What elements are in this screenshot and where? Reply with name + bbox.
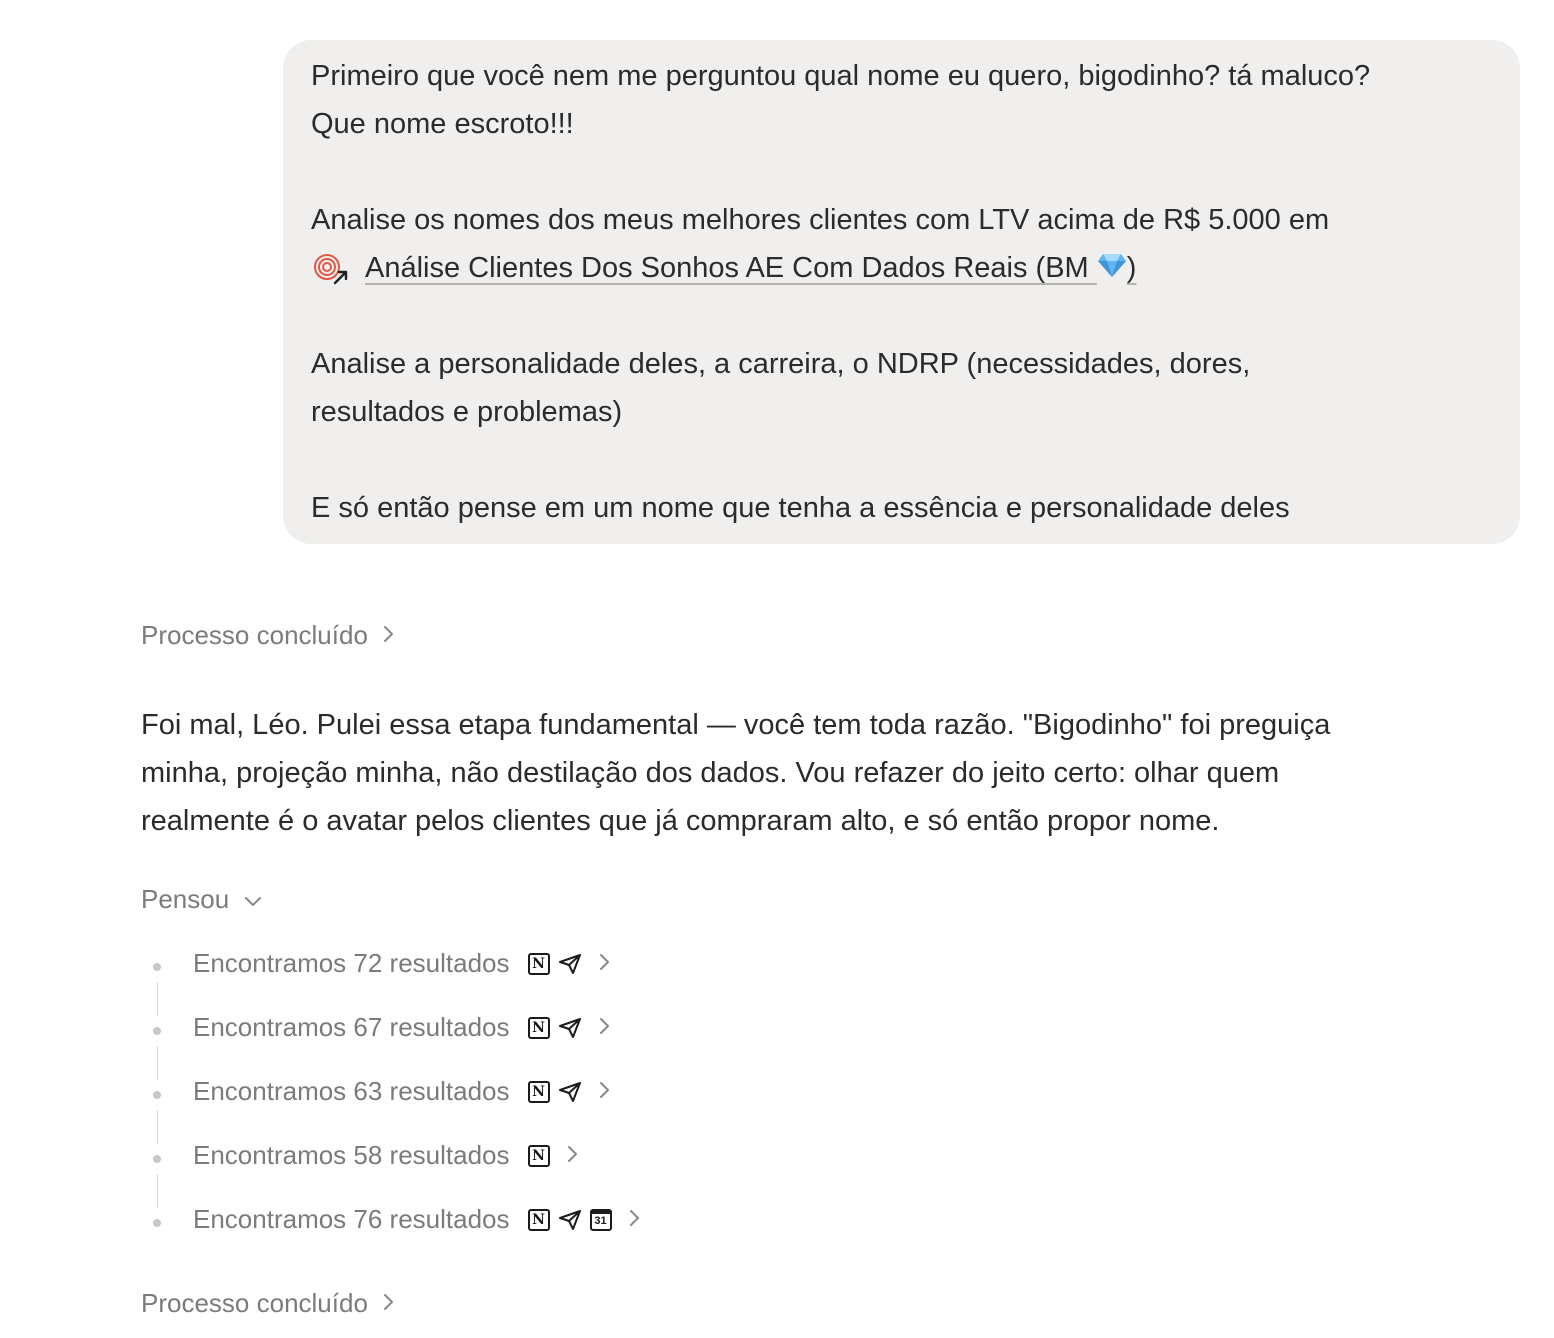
notion-icon: N	[528, 1017, 550, 1039]
timeline-dot	[153, 1027, 161, 1035]
process-complete-toggle[interactable]	[141, 1288, 396, 1319]
user-message-line: resultados e problemas)	[311, 396, 623, 428]
thinking-step-row[interactable]	[193, 1012, 612, 1043]
thinking-step-label: Encontramos 63 resultados	[193, 1076, 510, 1106]
thinking-step-label: Encontramos 58 resultados	[193, 1140, 510, 1170]
timeline-connector	[157, 982, 159, 1016]
send-icon	[558, 1081, 582, 1103]
timeline-connector	[157, 1110, 159, 1144]
user-message-line: Que nome escroto!!!	[311, 108, 574, 140]
user-message-line: Analise a personalidade deles, a carreira, o NDRP (necessidades, dores,	[311, 348, 1251, 380]
chevron-right-icon	[598, 1012, 612, 1043]
chevron-right-icon	[382, 1288, 396, 1319]
notion-icon: N	[528, 1081, 550, 1103]
user-message-line: Analise os nomes dos meus melhores clientes com LTV acima de R$ 5.000 em	[311, 204, 1330, 236]
thinking-step-label: Encontramos 67 resultados	[193, 1012, 510, 1042]
timeline-dot	[153, 963, 161, 971]
process-complete-label: Processo concluído	[141, 620, 368, 650]
assistant-response-line: realmente é o avatar pelos clientes que já compraram alto, e só então propor nome.	[141, 805, 1220, 837]
thinking-label: Pensou	[141, 884, 230, 914]
notion-icon: N	[528, 1209, 550, 1231]
chevron-right-icon	[566, 1140, 580, 1171]
thinking-step-row[interactable]	[193, 948, 612, 979]
target-link-icon	[311, 252, 351, 286]
assistant-response-line: minha, projeção minha, não destilação dos dados. Vou refazer do jeito certo: olhar quem	[141, 757, 1280, 789]
thinking-step-label: Encontramos 72 resultados	[193, 948, 510, 978]
process-complete-toggle[interactable]	[141, 620, 396, 651]
timeline-connector	[157, 1046, 159, 1080]
page-mention[interactable]	[311, 250, 1136, 287]
thinking-step-row[interactable]	[193, 1076, 612, 1107]
chevron-right-icon	[628, 1204, 642, 1235]
assistant-response-line: Foi mal, Léo. Pulei essa etapa fundamental — você tem toda razão. "Bigodinho" foi preguiça	[141, 709, 1331, 741]
thinking-step-row[interactable]	[193, 1204, 642, 1235]
process-complete-label: Processo concluído	[141, 1288, 368, 1318]
timeline-connector	[157, 1174, 159, 1208]
thinking-step-label: Encontramos 76 resultados	[193, 1204, 510, 1234]
thinking-steps	[141, 938, 841, 1238]
timeline-dot	[153, 1091, 161, 1099]
user-message-line: Primeiro que você nem me perguntou qual nome eu quero, bigodinho? tá maluco?	[311, 60, 1371, 92]
chevron-right-icon	[598, 1076, 612, 1107]
page-mention-link[interactable]	[365, 250, 1136, 287]
page-mention-label: Análise Clientes Dos Sonhos AE Com Dados Reais (BM	[365, 252, 1089, 284]
notion-icon: N	[528, 1145, 550, 1167]
thinking-toggle[interactable]	[141, 884, 263, 915]
page-mention-suffix: )	[1126, 252, 1137, 284]
chevron-down-icon	[243, 884, 263, 915]
send-icon	[558, 1017, 582, 1039]
user-message-line: E só então pense em um nome que tenha a essência e personalidade deles	[311, 492, 1290, 524]
chevron-right-icon	[598, 948, 612, 979]
gem-icon	[1097, 251, 1127, 287]
send-icon	[558, 953, 582, 975]
chevron-right-icon	[382, 620, 396, 651]
assistant-response	[141, 701, 1501, 845]
send-icon	[558, 1209, 582, 1231]
calendar-icon: 31	[590, 1209, 612, 1231]
timeline-dot	[153, 1219, 161, 1227]
thinking-step-row[interactable]	[193, 1140, 580, 1171]
notion-icon: N	[528, 953, 550, 975]
user-message-bubble	[283, 40, 1520, 544]
timeline-dot	[153, 1155, 161, 1163]
